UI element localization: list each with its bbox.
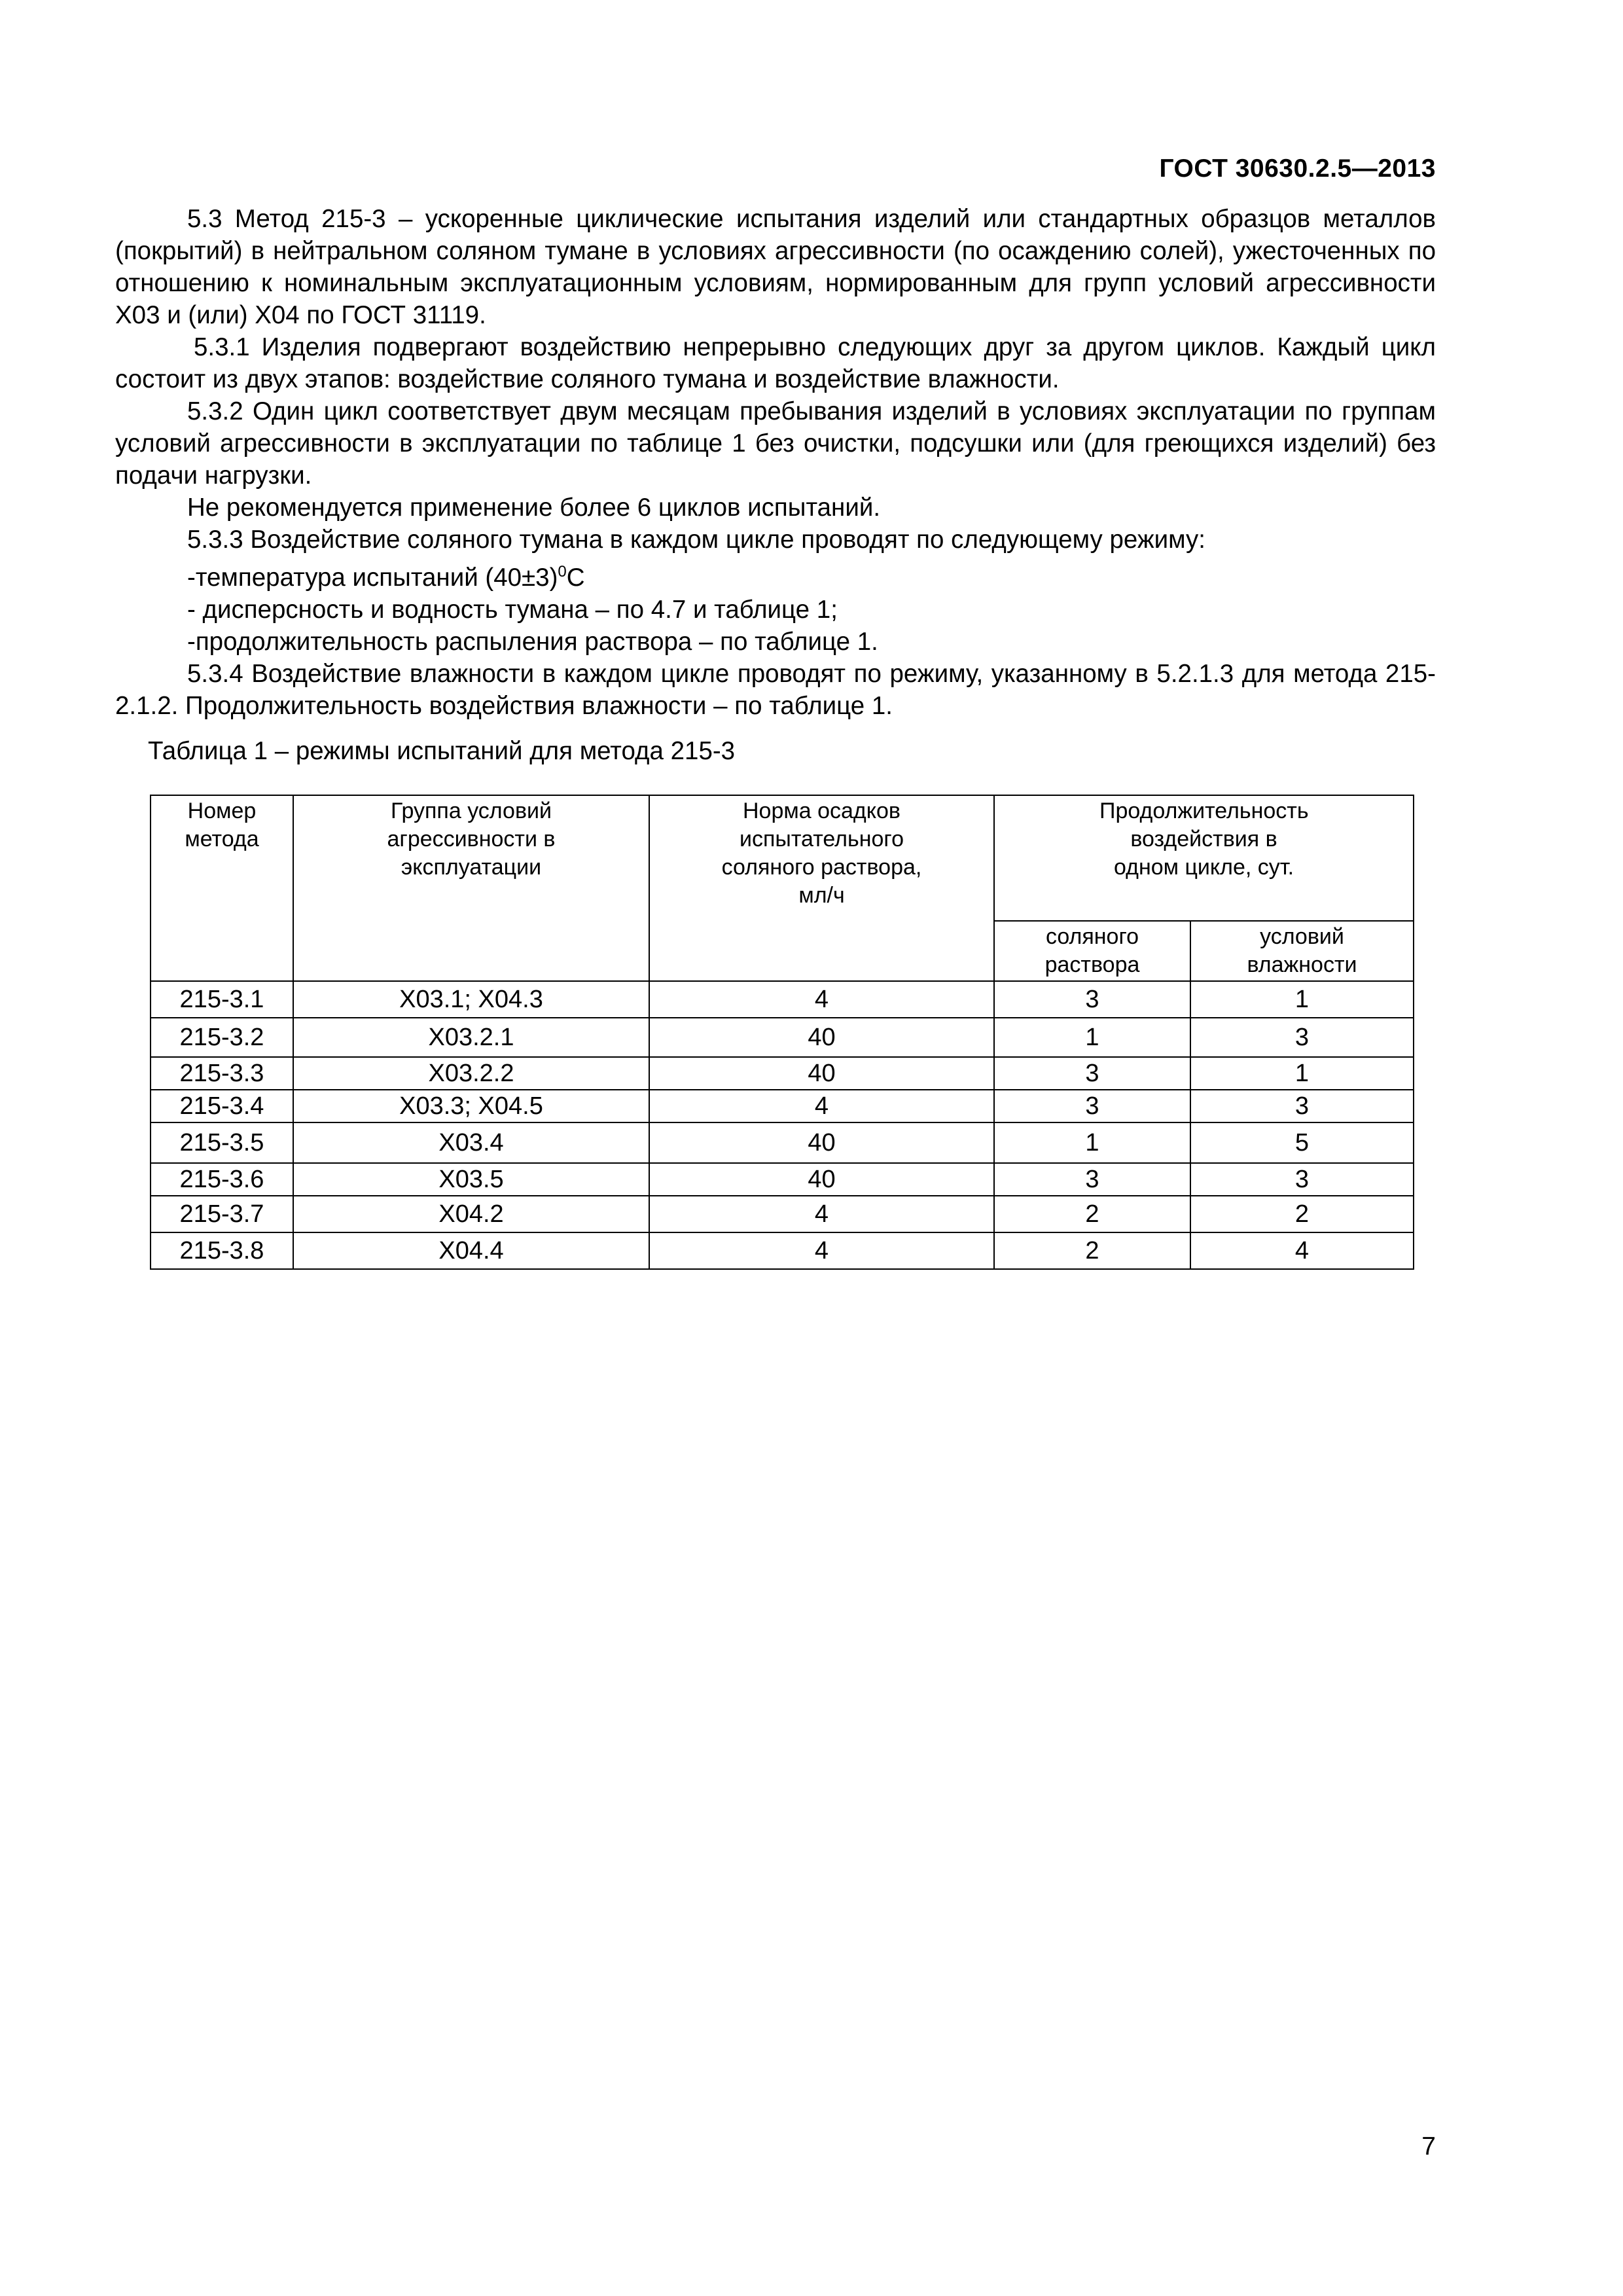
cell-group: Х03.3; Х04.5 — [293, 1090, 649, 1122]
dispersion-line: - дисперсность и водность тумана – по 4.7 и таблице 1; — [187, 595, 838, 624]
spray-duration-line: -продолжительность распыления раствора – по таблице 1. — [187, 627, 878, 656]
body-text — [115, 203, 1436, 722]
cell-method: 215-3.3 — [151, 1057, 293, 1090]
cell-method: 215-3.6 — [151, 1163, 293, 1196]
paragraph-5-3-1: 5.3.1 Изделия подвергают воздействию непрерывно следующих друг за другом циклов. Каждый цикл состоит из двух этапов: воздействие соляного тумана и воздействие влажности. — [115, 333, 1436, 393]
cell-humidity-days: 2 — [1190, 1196, 1414, 1232]
cell-norm: 4 — [649, 981, 994, 1018]
cell-norm: 4 — [649, 1232, 994, 1269]
cell-method: 215-3.5 — [151, 1122, 293, 1163]
cell-humidity-days: 3 — [1190, 1163, 1414, 1196]
cell-group: Х03.1; Х04.3 — [293, 981, 649, 1018]
cell-group: Х03.2.1 — [293, 1018, 649, 1057]
header-humidity: условий влажности — [1190, 921, 1414, 981]
paragraph-5-3-3: 5.3.3 Воздействие соляного тумана в каждом цикле проводят по следующему режиму: — [187, 526, 1205, 554]
header-duration: Продолжительность воздействия в одном цикле, сут. — [994, 795, 1414, 921]
cell-group: Х03.4 — [293, 1122, 649, 1163]
cell-humidity-days: 1 — [1190, 981, 1414, 1018]
cell-norm: 4 — [649, 1090, 994, 1122]
cell-method: 215-3.8 — [151, 1232, 293, 1269]
header-salt-solution: соляного раствора — [994, 921, 1190, 981]
cell-humidity-days: 3 — [1190, 1018, 1414, 1057]
cell-humidity-days: 1 — [1190, 1057, 1414, 1090]
cell-group: Х03.5 — [293, 1163, 649, 1196]
temperature-unit: С — [566, 563, 585, 592]
cell-salt-days: 2 — [994, 1196, 1190, 1232]
table-row — [151, 1090, 1414, 1122]
cell-salt-days: 2 — [994, 1232, 1190, 1269]
table-row — [151, 1196, 1414, 1232]
table-row — [151, 1163, 1414, 1196]
table-row — [151, 981, 1414, 1018]
table-row — [151, 1057, 1414, 1090]
cell-salt-days: 1 — [994, 1122, 1190, 1163]
cell-salt-days: 1 — [994, 1018, 1190, 1057]
cell-humidity-days: 4 — [1190, 1232, 1414, 1269]
cell-norm: 40 — [649, 1122, 994, 1163]
header-norm: Норма осадков испытательного соляного раствора, мл/ч — [649, 795, 994, 981]
cell-norm: 4 — [649, 1196, 994, 1232]
degree-superscript: 0 — [558, 563, 567, 581]
cell-method: 215-3.2 — [151, 1018, 293, 1057]
cell-humidity-days: 3 — [1190, 1090, 1414, 1122]
page-number: 7 — [1421, 2132, 1436, 2161]
table-body — [151, 981, 1414, 1269]
cell-group: Х04.2 — [293, 1196, 649, 1232]
cell-salt-days: 3 — [994, 1163, 1190, 1196]
cell-group: Х03.2.2 — [293, 1057, 649, 1090]
paragraph-5-3-2: 5.3.2 Один цикл соответствует двум месяцам пребывания изделий в условиях эксплуатации по группам условий агрессивности в эксплуатации по таблице 1 без очистки, подсушки или (для греющихся изделий) без подачи нагрузки. — [115, 397, 1436, 490]
cell-norm: 40 — [649, 1057, 994, 1090]
table-caption: Таблица 1 – режимы испытаний для метода 215-3 — [148, 737, 736, 765]
table-row — [151, 1122, 1414, 1163]
header-method: Номер метода — [151, 795, 293, 981]
paragraph-5-3: 5.3 Метод 215-3 – ускоренные циклические испытания изделий или стандартных образцов металлов (покрытий) в нейтральном соляном тумане в условиях агрессивности (по осаждению солей), ужесточенных по отношению к номинальным эксплуатационным условиям, нормированным для групп условий агрессивности Х03 и (или) Х04 по ГОСТ 31119. — [115, 205, 1436, 329]
cell-norm: 40 — [649, 1163, 994, 1196]
cell-method: 215-3.7 — [151, 1196, 293, 1232]
cell-humidity-days: 5 — [1190, 1122, 1414, 1163]
table-row — [151, 1018, 1414, 1057]
temperature-text: -температура испытаний (40±3) — [187, 563, 558, 592]
cell-norm: 40 — [649, 1018, 994, 1057]
temperature-line — [115, 556, 1436, 594]
cell-salt-days: 3 — [994, 1057, 1190, 1090]
paragraph-5-3-4: 5.3.4 Воздействие влажности в каждом цикле проводят по режиму, указанному в 5.2.1.3 для метода 215-2.1.2. Продолжительность воздействия влажности – по таблице 1. — [115, 659, 1436, 720]
cell-group: Х04.4 — [293, 1232, 649, 1269]
cell-method: 215-3.4 — [151, 1090, 293, 1122]
document-id-header: ГОСТ 30630.2.5—2013 — [1159, 154, 1436, 183]
cell-salt-days: 3 — [994, 1090, 1190, 1122]
table-row — [151, 1232, 1414, 1269]
test-modes-table — [150, 795, 1414, 1270]
header-group: Группа условий агрессивности в эксплуатации — [293, 795, 649, 981]
cell-method: 215-3.1 — [151, 981, 293, 1018]
cell-salt-days: 3 — [994, 981, 1190, 1018]
paragraph-recommendation: Не рекомендуется применение более 6 циклов испытаний. — [187, 493, 881, 522]
